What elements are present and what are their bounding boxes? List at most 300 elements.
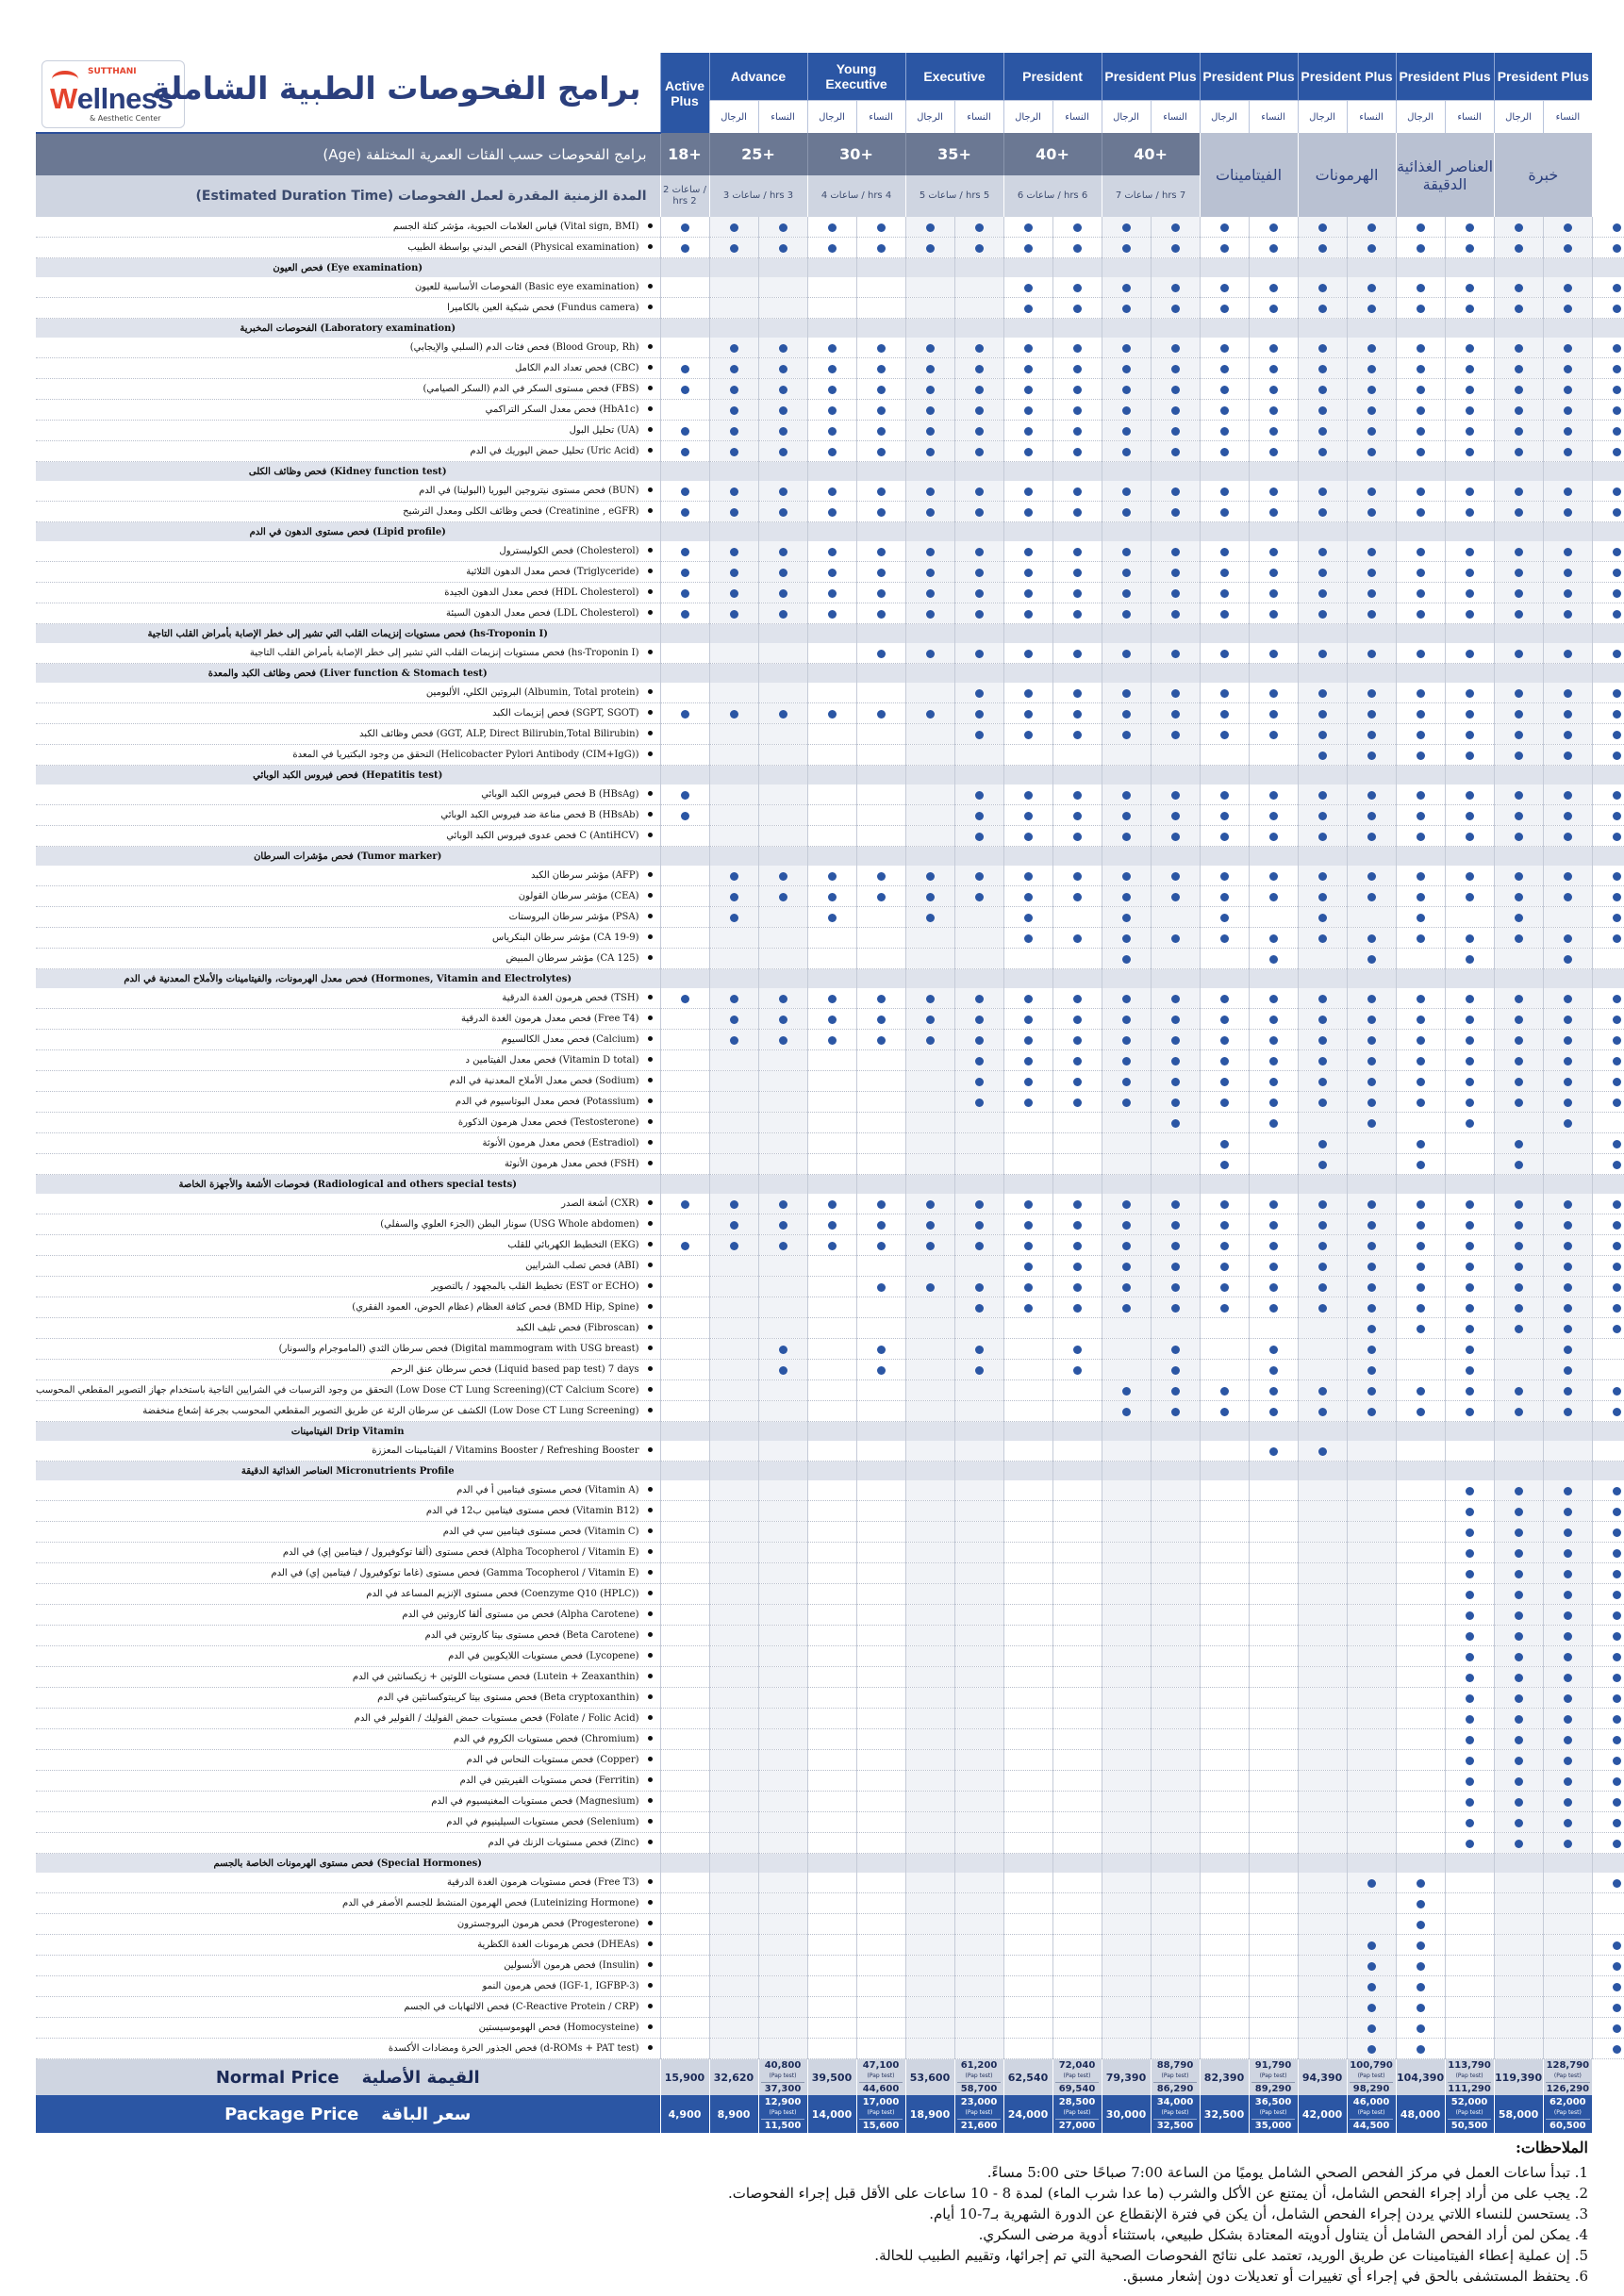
included-dot-icon — [1515, 1387, 1523, 1396]
included-dot-icon — [1318, 1098, 1327, 1107]
cell-1 — [709, 805, 758, 826]
included-dot-icon — [1564, 812, 1572, 820]
cell-1 — [709, 1480, 758, 1501]
included-dot-icon — [1515, 689, 1523, 698]
included-dot-icon — [1122, 386, 1131, 394]
included-dot-icon — [730, 365, 738, 373]
cell-6 — [954, 664, 1003, 684]
cell-12 — [1249, 1113, 1298, 1133]
cell-4 — [856, 949, 905, 969]
included-dot-icon — [1220, 1387, 1229, 1396]
included-dot-icon — [1073, 427, 1082, 436]
test-row — [36, 481, 1624, 502]
cell-15 — [1396, 481, 1445, 502]
included-dot-icon — [681, 244, 689, 253]
cell-11 — [1200, 1914, 1249, 1935]
bullet-icon — [648, 569, 653, 573]
cell-10 — [1151, 1360, 1200, 1380]
cell-4 — [856, 2018, 905, 2039]
cell-8 — [1052, 583, 1102, 603]
cell-6 — [954, 866, 1003, 886]
included-dot-icon — [1515, 284, 1523, 292]
cell-9 — [1102, 1050, 1151, 1071]
cell-11 — [1200, 1401, 1249, 1422]
cell-1 — [709, 1339, 758, 1360]
included-dot-icon — [1269, 1387, 1278, 1396]
included-dot-icon — [926, 710, 935, 719]
included-dot-icon — [1564, 487, 1572, 496]
included-dot-icon — [1564, 731, 1572, 739]
cell-13 — [1298, 1750, 1347, 1771]
cell-13 — [1298, 2018, 1347, 2039]
cell-10 — [1151, 1771, 1200, 1792]
included-dot-icon — [1269, 1304, 1278, 1313]
cell-6 — [954, 1256, 1003, 1277]
included-dot-icon — [1318, 689, 1327, 698]
cell-18 — [1543, 481, 1592, 502]
included-dot-icon — [877, 1283, 886, 1292]
cell-15 — [1396, 785, 1445, 805]
test-row — [36, 1380, 1624, 1401]
price-stack — [808, 2059, 856, 2095]
cell-2 — [758, 1956, 807, 1976]
cell-7 — [1003, 1297, 1052, 1318]
bullet-icon — [648, 833, 653, 837]
cell-19 — [1592, 988, 1624, 1009]
included-dot-icon — [1515, 1408, 1523, 1416]
cell-10 — [1151, 805, 1200, 826]
included-dot-icon — [1073, 508, 1082, 517]
cell-12 — [1249, 1563, 1298, 1584]
included-dot-icon — [1220, 914, 1229, 922]
price-stack — [1152, 2059, 1200, 2095]
cell-5 — [905, 1543, 954, 1563]
included-dot-icon — [1515, 244, 1523, 253]
cell-2 — [758, 1522, 807, 1543]
cell-13 — [1298, 724, 1347, 745]
cell-7 — [1003, 1235, 1052, 1256]
included-dot-icon — [877, 710, 886, 719]
test-label — [36, 1113, 660, 1133]
cell-15 — [1396, 1277, 1445, 1297]
cell-12 — [1249, 1175, 1298, 1195]
cell-11 — [1200, 805, 1249, 826]
included-dot-icon — [1220, 1304, 1229, 1313]
included-dot-icon — [1466, 1078, 1474, 1086]
label-text: فحص الجذور الحرة ومضادات الأكسدة (d-ROMs + PAT test) — [388, 2043, 639, 2054]
cell-1 — [709, 2039, 758, 2059]
test-label — [36, 866, 660, 886]
cell-11 — [1200, 1462, 1249, 1481]
cell-1 — [709, 1277, 758, 1297]
included-dot-icon — [1122, 872, 1131, 881]
included-dot-icon — [1318, 1221, 1327, 1230]
price-stack — [1004, 2095, 1052, 2133]
cell-14 — [1347, 969, 1396, 989]
cell-9 — [1102, 522, 1151, 542]
cell-14 — [1347, 826, 1396, 847]
section-row — [36, 258, 1624, 278]
cell-5 — [905, 298, 954, 319]
cell-19 — [1592, 277, 1624, 298]
cell-12 — [1249, 583, 1298, 603]
cell-3 — [807, 1873, 856, 1893]
cell-14 — [1347, 928, 1396, 949]
included-dot-icon — [975, 1098, 984, 1107]
cell-9 — [1102, 624, 1151, 644]
cell-12 — [1249, 1626, 1298, 1646]
cell-2 — [758, 541, 807, 562]
test-label — [36, 217, 660, 238]
included-dot-icon — [1515, 1632, 1523, 1641]
cell-18 — [1543, 1235, 1592, 1256]
test-label — [36, 603, 660, 624]
cell-9 — [1102, 847, 1151, 867]
cell-16 — [1445, 421, 1494, 441]
included-dot-icon — [1417, 1098, 1425, 1107]
cell-12 — [1249, 298, 1298, 319]
test-label — [36, 745, 660, 766]
cell-3 — [807, 1997, 856, 2018]
cell-3 — [807, 277, 856, 298]
cell-10 — [1151, 1214, 1200, 1235]
cell-5 — [905, 217, 954, 238]
cell-5 — [905, 724, 954, 745]
included-dot-icon — [1073, 1036, 1082, 1045]
included-dot-icon — [1318, 448, 1327, 456]
label-text: مؤشر سرطان المبيض (CA 125) — [505, 953, 639, 964]
cell-16 — [1445, 969, 1494, 989]
cell-8 — [1052, 258, 1102, 278]
label-text: فحص مستوى (غاما توكوفيرول / فيتامين إي) في الدم (Gamma Tocopherol / Vitamin E) — [271, 1568, 639, 1578]
bullet-icon — [648, 1819, 653, 1824]
test-label — [36, 1501, 660, 1522]
cell-10 — [1151, 217, 1200, 238]
included-dot-icon — [1515, 1528, 1523, 1537]
cell-16 — [1445, 703, 1494, 724]
included-dot-icon — [926, 365, 935, 373]
cell-18 — [1543, 949, 1592, 969]
cell-1 — [709, 1360, 758, 1380]
cell-15 — [1396, 866, 1445, 886]
cell-3 — [807, 462, 856, 482]
included-dot-icon — [1613, 893, 1621, 901]
cell-11 — [1200, 1976, 1249, 1997]
cell-19 — [1592, 583, 1624, 603]
included-dot-icon — [1122, 650, 1131, 658]
included-dot-icon — [975, 710, 984, 719]
cell-10 — [1151, 1935, 1200, 1956]
included-dot-icon — [779, 223, 787, 232]
included-dot-icon — [1171, 589, 1180, 598]
cell-9 — [1102, 462, 1151, 482]
included-dot-icon — [926, 1283, 935, 1292]
cell-8 — [1052, 379, 1102, 400]
price-main: 8,900 — [717, 2107, 751, 2121]
price-pap-note: (Pap test) — [1259, 2109, 1287, 2116]
label-text: فحص معدل هرمون الأنوثة (FSH) — [505, 1159, 639, 1169]
label-text: فحص الالتهابات في الجسم (C-Reactive Protein / CRP) — [404, 2002, 639, 2012]
gender-label-6-0: الرجال — [1200, 101, 1249, 134]
cell-2 — [758, 826, 807, 847]
included-dot-icon — [1024, 244, 1033, 253]
included-dot-icon — [1564, 427, 1572, 436]
included-dot-icon — [975, 508, 984, 517]
cell-1 — [709, 683, 758, 703]
cell-18 — [1543, 1956, 1592, 1976]
cell-18 — [1543, 1771, 1592, 1792]
cell-0 — [660, 298, 709, 319]
cell-3 — [807, 2039, 856, 2059]
cell-10 — [1151, 1194, 1200, 1214]
age-value-3: 35+ — [905, 133, 1003, 175]
cell-18 — [1543, 1873, 1592, 1893]
included-dot-icon — [1367, 689, 1376, 698]
gender-label-9-0: الرجال — [1494, 101, 1543, 134]
cell-9 — [1102, 1854, 1151, 1874]
cell-3 — [807, 1297, 856, 1318]
cell-8 — [1052, 1626, 1102, 1646]
cell-16 — [1445, 1318, 1494, 1339]
test-row — [36, 886, 1624, 907]
cell-2 — [758, 298, 807, 319]
included-dot-icon — [1073, 1242, 1082, 1250]
cell-17 — [1494, 1339, 1543, 1360]
cell-0 — [660, 1318, 709, 1339]
included-dot-icon — [681, 487, 689, 496]
cell-12 — [1249, 1709, 1298, 1729]
cell-1 — [709, 1235, 758, 1256]
cell-5 — [905, 949, 954, 969]
cell-16 — [1445, 1256, 1494, 1277]
cell-7 — [1003, 1792, 1052, 1812]
included-dot-icon — [1269, 1119, 1278, 1128]
cell-6 — [954, 1914, 1003, 1935]
test-row — [36, 1133, 1624, 1154]
included-dot-icon — [1269, 710, 1278, 719]
included-dot-icon — [1367, 872, 1376, 881]
package-header-2 — [807, 53, 905, 101]
cell-11 — [1200, 1154, 1249, 1175]
normal-price-value-9 — [1102, 2059, 1151, 2096]
cell-9 — [1102, 1976, 1151, 1997]
cell-18 — [1543, 1688, 1592, 1709]
cell-8 — [1052, 1605, 1102, 1626]
cell-18 — [1543, 1833, 1592, 1854]
cell-19 — [1592, 238, 1624, 258]
cell-7 — [1003, 624, 1052, 644]
included-dot-icon — [1220, 487, 1229, 496]
cell-16 — [1445, 1277, 1494, 1297]
section-label — [36, 766, 660, 785]
included-dot-icon — [1073, 1016, 1082, 1024]
cell-5 — [905, 1935, 954, 1956]
cell-15 — [1396, 1092, 1445, 1113]
cell-6 — [954, 1401, 1003, 1422]
cell-18 — [1543, 1050, 1592, 1071]
cell-8 — [1052, 1729, 1102, 1750]
gender-label-5-0: الرجال — [1102, 101, 1151, 134]
cell-14 — [1347, 258, 1396, 278]
price-stack — [1004, 2059, 1052, 2095]
included-dot-icon — [1613, 406, 1621, 415]
included-dot-icon — [730, 995, 738, 1003]
cell-4 — [856, 481, 905, 502]
included-dot-icon — [1171, 812, 1180, 820]
cell-4 — [856, 683, 905, 703]
bullet-icon — [648, 223, 653, 228]
included-dot-icon — [926, 427, 935, 436]
test-row — [36, 1339, 1624, 1360]
cell-0 — [660, 462, 709, 482]
included-dot-icon — [1613, 305, 1621, 313]
test-row — [36, 785, 1624, 805]
included-dot-icon — [1269, 1408, 1278, 1416]
cell-13 — [1298, 1997, 1347, 2018]
included-dot-icon — [1515, 1078, 1523, 1086]
cell-19 — [1592, 1175, 1624, 1195]
cell-5 — [905, 1133, 954, 1154]
cell-16 — [1445, 1750, 1494, 1771]
cell-9 — [1102, 238, 1151, 258]
cell-12 — [1249, 766, 1298, 785]
cell-6 — [954, 358, 1003, 379]
cell-8 — [1052, 1113, 1102, 1133]
included-dot-icon — [1367, 1962, 1376, 1971]
cell-12 — [1249, 1380, 1298, 1401]
price-pap-note: (Pap test) — [1357, 2073, 1385, 2079]
cell-17 — [1494, 1441, 1543, 1462]
cell-0 — [660, 481, 709, 502]
included-dot-icon — [1613, 791, 1621, 800]
test-row — [36, 745, 1624, 766]
cell-8 — [1052, 1833, 1102, 1854]
cell-15 — [1396, 1729, 1445, 1750]
cell-6 — [954, 1360, 1003, 1380]
cell-12 — [1249, 1833, 1298, 1854]
label-text: فحص معدل الأملاح المعدنية في الدم (Sodium) — [449, 1076, 639, 1086]
cell-1 — [709, 1935, 758, 1956]
cell-14 — [1347, 1771, 1396, 1792]
cell-9 — [1102, 603, 1151, 624]
bullet-icon — [648, 2024, 653, 2029]
included-dot-icon — [1564, 1221, 1572, 1230]
cell-0 — [660, 1893, 709, 1914]
cell-0 — [660, 826, 709, 847]
included-dot-icon — [730, 1036, 738, 1045]
included-dot-icon — [926, 487, 935, 496]
included-dot-icon — [730, 1200, 738, 1209]
cell-17 — [1494, 1154, 1543, 1175]
cell-1 — [709, 1956, 758, 1976]
test-label — [36, 643, 660, 664]
included-dot-icon — [1613, 1057, 1621, 1065]
package-price-value-18 — [1543, 2095, 1592, 2133]
package-price-label-ar: سعر الباقة — [381, 2104, 472, 2124]
price-main: 28,500 — [1058, 2097, 1096, 2107]
package-header-8 — [1396, 53, 1494, 101]
normal-price-value-2 — [758, 2059, 807, 2096]
included-dot-icon — [1613, 1140, 1621, 1148]
cell-12 — [1249, 1339, 1298, 1360]
label-text: فحص الكوليسترول (Cholesterol) — [499, 546, 639, 556]
cell-15 — [1396, 1154, 1445, 1175]
cell-15 — [1396, 1380, 1445, 1401]
cell-17 — [1494, 1935, 1543, 1956]
cell-9 — [1102, 1956, 1151, 1976]
cell-0 — [660, 724, 709, 745]
cell-16 — [1445, 1441, 1494, 1462]
cell-18 — [1543, 2018, 1592, 2039]
cell-15 — [1396, 643, 1445, 664]
price-main: 91,790 — [1254, 2060, 1292, 2071]
cell-9 — [1102, 1360, 1151, 1380]
cell-8 — [1052, 969, 1102, 989]
cell-6 — [954, 745, 1003, 766]
test-label — [36, 826, 660, 847]
cell-10 — [1151, 624, 1200, 644]
included-dot-icon — [1122, 893, 1131, 901]
cell-11 — [1200, 1133, 1249, 1154]
cell-13 — [1298, 1626, 1347, 1646]
cell-13 — [1298, 1194, 1347, 1214]
cell-14 — [1347, 1626, 1396, 1646]
included-dot-icon — [1171, 1242, 1180, 1250]
cell-9 — [1102, 907, 1151, 928]
cell-8 — [1052, 1522, 1102, 1543]
included-dot-icon — [1024, 487, 1033, 496]
included-dot-icon — [1269, 1242, 1278, 1250]
price-stack — [1495, 2095, 1543, 2133]
cell-5 — [905, 562, 954, 583]
cell-10 — [1151, 988, 1200, 1009]
cell-5 — [905, 1277, 954, 1297]
cell-10 — [1151, 866, 1200, 886]
cell-3 — [807, 1626, 856, 1646]
included-dot-icon — [1269, 650, 1278, 658]
package-header-6 — [1200, 53, 1298, 101]
included-dot-icon — [1269, 610, 1278, 619]
logo-subtitle: & Aesthetic Center — [90, 114, 161, 123]
cell-3 — [807, 238, 856, 258]
included-dot-icon — [1073, 305, 1082, 313]
included-dot-icon — [1220, 508, 1229, 517]
cell-3 — [807, 1175, 856, 1195]
cell-15 — [1396, 1543, 1445, 1563]
cell-10 — [1151, 1750, 1200, 1771]
included-dot-icon — [926, 223, 935, 232]
cell-2 — [758, 886, 807, 907]
cell-6 — [954, 379, 1003, 400]
included-dot-icon — [1220, 1408, 1229, 1416]
cell-12 — [1249, 1050, 1298, 1071]
included-dot-icon — [1417, 1921, 1425, 1929]
duration-value-2: 4 ساعات / hrs 4 — [807, 175, 905, 217]
test-label — [36, 1873, 660, 1893]
cell-17 — [1494, 643, 1543, 664]
cell-9 — [1102, 1154, 1151, 1175]
price-pap-note: (Pap test) — [965, 2109, 993, 2116]
price-pap-note: (Pap test) — [867, 2109, 895, 2116]
cell-18 — [1543, 338, 1592, 358]
cell-6 — [954, 1154, 1003, 1175]
test-label — [36, 1441, 660, 1462]
included-dot-icon — [1318, 934, 1327, 943]
included-dot-icon — [1122, 610, 1131, 619]
cell-1 — [709, 847, 758, 867]
cell-2 — [758, 1422, 807, 1442]
price-main: 48,000 — [1400, 2107, 1441, 2121]
